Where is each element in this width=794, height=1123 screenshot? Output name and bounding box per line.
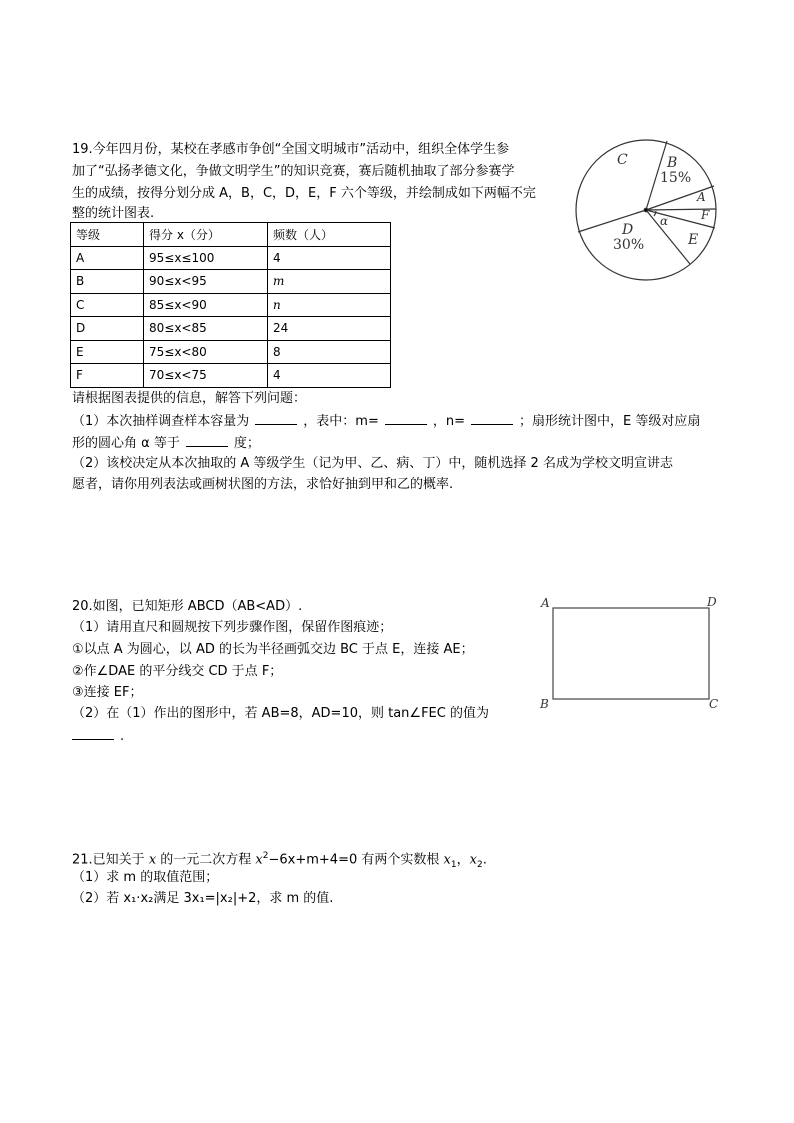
vertex-d: D xyxy=(707,595,717,609)
text: ，表中：m= xyxy=(303,414,379,429)
pie-label-alpha: α xyxy=(660,214,669,228)
pie-center xyxy=(644,208,648,212)
cell: C xyxy=(71,293,144,317)
answer-blank[interactable] xyxy=(385,412,427,425)
text: 21.已知关于 xyxy=(72,852,149,868)
answer-blank[interactable] xyxy=(471,412,513,425)
text: . xyxy=(482,852,487,868)
q21-part1: （1）求 m 的取值范围； xyxy=(72,870,219,885)
header-cell: 等级 xyxy=(71,223,144,247)
table-row xyxy=(71,317,391,341)
cell: A xyxy=(71,246,144,270)
q19-part1 xyxy=(72,412,700,430)
text: ，n= xyxy=(432,414,465,429)
pie-label-f: F xyxy=(701,208,710,222)
vertex-c: C xyxy=(709,697,719,711)
q20-text: ①以点 A 为圆心，以 AD 的长为半径画弧交边 BC 于点 E，连接 AE； xyxy=(72,642,474,657)
pie-label-d-pct: 30% xyxy=(613,237,645,253)
q19-part2: 愿者，请你用列表法或画树状图的方法，求恰好抽到甲和乙的概率. xyxy=(72,477,454,492)
table-row xyxy=(71,270,391,294)
table-row xyxy=(71,293,391,317)
table-row xyxy=(71,340,391,364)
cell: E xyxy=(71,340,144,364)
var: x xyxy=(255,852,263,868)
text: 的一元二次方程 xyxy=(156,852,256,868)
cell: n xyxy=(268,293,391,317)
header-cell: 得分 x（分） xyxy=(144,223,268,247)
q19-text: 加了“弘扬孝德文化，争做文明学生”的知识竞赛，赛后随机抽取了部分参赛学 xyxy=(72,164,515,179)
rectangle-figure xyxy=(553,608,709,699)
pie-label-a: A xyxy=(697,190,706,204)
q21-part2: （2）若 x₁·x₂满足 3x₁=|x₂|+2，求 m 的值. xyxy=(72,891,334,906)
cell: 75≤x<80 xyxy=(144,340,268,364)
q19-prompt: 请根据图表提供的信息，解答下列问题： xyxy=(72,391,307,406)
table-row xyxy=(71,246,391,270)
q20-answer-line xyxy=(72,727,124,745)
vertex-b: B xyxy=(540,697,549,711)
answer-blank[interactable] xyxy=(255,412,297,425)
cell: 24 xyxy=(268,317,391,341)
cell: D xyxy=(71,317,144,341)
text: ， xyxy=(456,852,470,868)
answer-blank[interactable] xyxy=(186,434,228,447)
cell: m xyxy=(268,270,391,294)
exponent: 2 xyxy=(262,851,269,861)
frequency-table xyxy=(70,222,391,388)
q19-text: 生的成绩，按得分划分成 A，B，C，D，E，F 六个等级，并绘制成如下两幅不完 xyxy=(72,186,536,201)
table-row xyxy=(71,364,391,388)
text: ；扇形统计图中，E 等级对应扇 xyxy=(518,414,701,429)
q19-text: 19.今年四月份，某校在孝感市争创“全国文明城市”活动中，组织全体学生参 xyxy=(72,142,510,157)
text: . xyxy=(120,729,125,744)
pie-sector-line xyxy=(578,210,646,232)
table-header xyxy=(71,223,391,247)
q20-text: 20.如图，已知矩形 ABCD（AB<AD）. xyxy=(72,599,303,614)
subscript: 2 xyxy=(476,859,483,870)
text: 有两个实数根 xyxy=(357,852,444,868)
q20-text: ③连接 EF； xyxy=(72,685,143,700)
var: x xyxy=(148,852,157,868)
alpha-arc xyxy=(654,211,656,216)
pie-circle xyxy=(576,140,716,280)
text: 形的圆心角 α 等于 xyxy=(72,436,180,451)
cell: 90≤x<95 xyxy=(144,270,268,294)
q19-part1-cont xyxy=(72,434,260,452)
cell: 80≤x<85 xyxy=(144,317,268,341)
rectangle-abcd xyxy=(553,608,709,699)
equation: −6x+m+4=0 xyxy=(268,852,358,868)
pie-chart xyxy=(576,140,716,280)
cell: 95≤x≤100 xyxy=(144,246,268,270)
q19-part2: （2）该校决定从本次抽取的 A 等级学生（记为甲、乙、病、丁）中，随机选择 2 名成为学校文明宣讲志 xyxy=(72,456,673,471)
text: 度； xyxy=(233,436,260,451)
pie-label-d: D xyxy=(622,222,634,238)
cell: 4 xyxy=(268,246,391,270)
pie-label-e: E xyxy=(688,232,699,248)
cell: 4 xyxy=(268,364,391,388)
q20-text: （2）在（1）作出的图形中，若 AB=8，AD=10，则 tan∠FEC 的值为 xyxy=(72,706,489,721)
pie-label-c: C xyxy=(617,152,628,168)
var: x xyxy=(469,852,477,868)
q20-text: （1）请用直尺和圆规按下列步骤作图，保留作图痕迹； xyxy=(72,620,393,635)
q19-text: 整的统计图表. xyxy=(72,206,155,221)
answer-blank[interactable] xyxy=(72,727,114,740)
text: （1）本次抽样调查样本容量为 xyxy=(72,414,250,429)
cell: B xyxy=(71,270,144,294)
header-cell: 频数（人） xyxy=(268,223,391,247)
cell: F xyxy=(71,364,144,388)
var: x xyxy=(443,852,451,868)
cell: 70≤x<75 xyxy=(144,364,268,388)
pie-label-b: B xyxy=(667,155,678,171)
cell: 85≤x<90 xyxy=(144,293,268,317)
q20-text: ②作∠DAE 的平分线交 CD 于点 F； xyxy=(72,664,283,679)
cell: 8 xyxy=(268,340,391,364)
vertex-a: A xyxy=(541,596,550,610)
pie-label-b-pct: 15% xyxy=(660,170,692,186)
subscript: 1 xyxy=(450,859,457,870)
